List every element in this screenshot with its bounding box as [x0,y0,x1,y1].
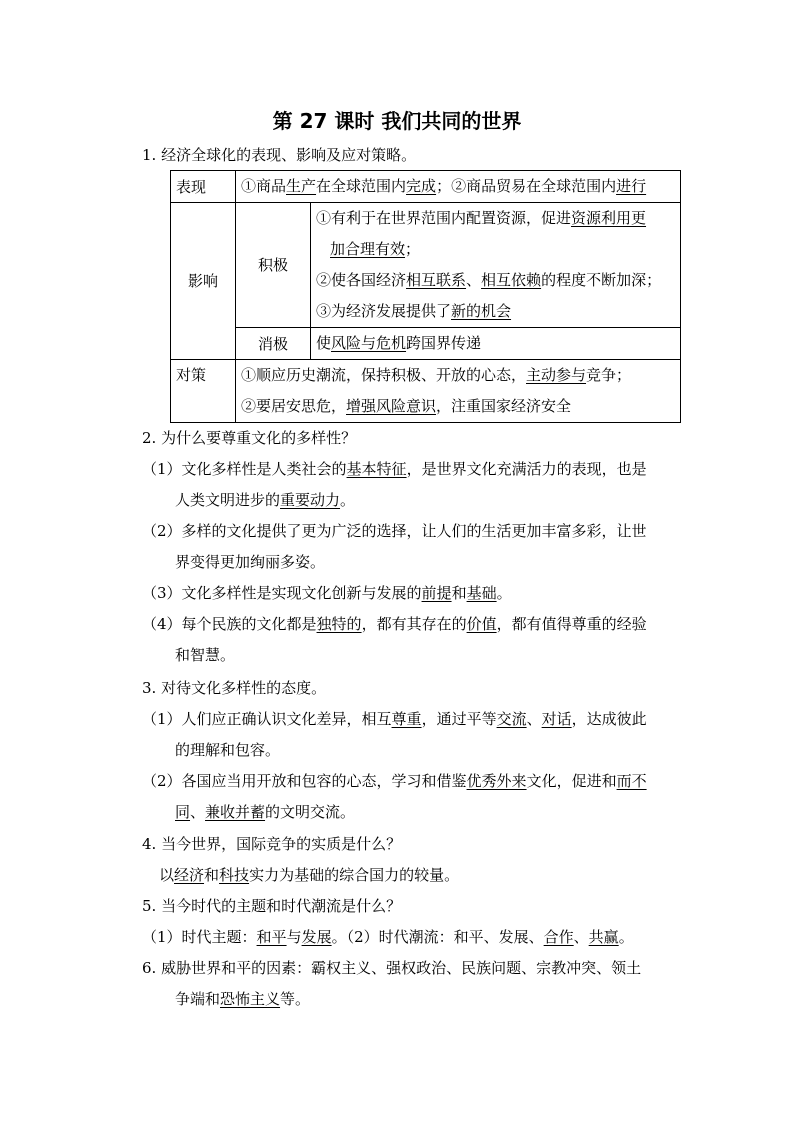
text-segment: 、 [190,803,206,821]
page-title: 第 27 课时 我们共同的世界 [272,109,522,133]
text-segment: 等。 [280,990,311,1008]
sub-label-negative: 消极 [236,328,311,360]
text-segment: 使 [316,334,332,352]
answer-blank: 相互联系 [406,271,467,289]
answer-blank: 生产 [286,177,317,195]
question-1-heading: 1. 经济全球化的表现、影响及应对策略。 [142,146,417,164]
q5-answer [142,927,634,947]
q3-item-1-line-2: 的理解和包容。 [175,741,281,759]
text-segment: 。 [618,928,634,946]
answer-blank: 和平 [256,928,287,946]
text-segment: ①商品 [241,177,287,195]
answer-blank: 发展 [301,928,332,946]
q3-item-1-line-1 [142,709,647,729]
text-segment: 争端和 [175,990,221,1008]
answer-blank: 科技 [219,866,250,884]
answer-blank: 尊重 [391,710,422,728]
question-6-line-2 [175,989,310,1009]
text-segment: ，都有其存在的 [361,615,467,633]
table-row-duice [171,360,681,423]
text-segment: 、 [466,271,482,289]
answer-blank: 相互依赖 [481,271,542,289]
q2-item-1-line-1 [142,459,647,479]
text-segment: 、 [526,710,542,728]
answer-blank: 前提 [421,584,452,602]
answer-blank: 优秀外来 [466,772,527,790]
q4-answer [159,865,459,885]
answer-blank: 进行 [616,177,647,195]
text-segment: ②要居安思危， [241,397,347,415]
duice-content [236,360,681,423]
answer-blank: 资源利用更 [571,209,647,227]
answer-blank: 基础 [466,584,497,602]
answer-blank: 独特的 [316,615,362,633]
q2-item-2-line-2: 界变得更加绚丽多姿。 [175,553,326,571]
q2-item-2-line-1: （2）多样的文化提供了更为广泛的选择，让人们的生活更加丰富多彩，让世 [142,522,647,540]
answer-blank: 主动参与 [526,366,587,384]
text-segment: 。 [496,584,512,602]
text-segment: ；②商品贸易在全球范围内 [436,177,617,195]
answer-blank: 同 [175,803,191,821]
positive-content [311,203,681,328]
text-segment: 和 [451,584,467,602]
answer-blank: 加合理有效 [330,240,406,258]
globalization-table [170,170,681,423]
negative-content [311,328,681,360]
answer-blank: 兼收并蓄 [205,803,266,821]
answer-blank: 新的机会 [451,302,512,320]
text-segment: 、 [573,928,589,946]
answer-blank: 而不 [616,772,647,790]
table-row-yingxiang-negative [171,328,681,360]
row-label-yingxiang: 影响 [171,203,236,360]
biaoxian-content [236,171,681,203]
text-segment: 竞争； [586,366,632,384]
question-5-heading: 5. 当今时代的主题和时代潮流是什么？ [142,897,402,915]
q2-item-4-line-2: 和智慧。 [175,646,236,664]
q2-item-3 [142,583,512,603]
text-segment: 和 [204,866,220,884]
text-segment: （2）各国应当用开放和包容的心态，学习和借鉴 [142,772,467,790]
q3-item-2-line-1 [142,771,647,791]
question-6-line-1: 6. 威胁世界和平的因素：霸权主义、强权政治、民族问题、宗教冲突、领土 [142,959,642,977]
text-segment: （1）人们应正确认识文化差异，相互 [142,710,392,728]
answer-blank: 重要动力 [280,491,341,509]
text-segment: 与 [286,928,302,946]
row-label-duice-cell [171,360,236,423]
table-row-yingxiang-positive [171,203,681,328]
text-segment: ①顺应历史潮流，保持积极、开放的心态， [241,366,527,384]
answer-blank: 价值 [466,615,497,633]
answer-blank: 共赢 [588,928,619,946]
text-segment: 以 [159,866,175,884]
text-segment: 的文明交流。 [265,803,356,821]
answer-blank: 基本特征 [346,460,407,478]
row-label-biaoxian: 表现 [171,171,236,203]
text-segment: ，都有值得尊重的经验 [496,615,647,633]
answer-blank: 合作 [543,928,574,946]
answer-blank: 完成 [406,177,437,195]
text-segment: ，是世界文化充满活力的表现，也是 [406,460,647,478]
answer-blank: 风险与危机 [331,334,407,352]
answer-blank: 经济 [174,866,205,884]
q3-item-2-line-2 [175,802,355,822]
q2-item-4-line-1 [142,614,647,634]
text-segment: ，通过平等 [421,710,497,728]
text-segment: 跨国界传递 [406,334,482,352]
answer-blank: 增强风险意识 [346,397,437,415]
text-segment: 在全球范围内 [316,177,407,195]
text-segment: ，达成彼此 [571,710,647,728]
text-segment: 。 [340,491,356,509]
text-segment: 。（2）时代潮流：和平、发展、 [331,928,544,946]
text-segment: ①有利于在世界范围内配置资源，促进 [316,209,572,227]
text-segment: （1）文化多样性是人类社会的 [142,460,347,478]
text-segment: 人类文明进步的 [175,491,281,509]
question-2-heading: 2. 为什么要尊重文化的多样性？ [142,429,357,447]
text-segment: 文化，促进和 [526,772,617,790]
text-segment: （3）文化多样性是实现文化创新与发展的 [142,584,422,602]
text-segment: ； [405,240,421,258]
text-segment: （1）时代主题： [142,928,257,946]
answer-blank: 恐怖主义 [220,990,281,1008]
question-3-heading: 3. 对待文化多样性的态度。 [142,679,327,697]
row-label-duice: 对策 [176,366,207,384]
text-segment: ，注重国家经济安全 [436,397,572,415]
text-segment: ②使各国经济 [316,271,407,289]
q2-item-1-line-2 [175,490,355,510]
table-row-biaoxian [171,171,681,203]
answer-blank: 对话 [541,710,572,728]
sub-label-positive: 积极 [236,203,311,328]
answer-blank: 交流 [496,710,527,728]
text-segment: 实力为基础的综合国力的较量。 [249,866,460,884]
text-segment: 的程度不断加深； [541,271,662,289]
question-4-heading: 4. 当今世界，国际竞争的实质是什么？ [142,835,402,853]
text-segment: ③为经济发展提供了 [316,302,452,320]
text-segment: （4）每个民族的文化都是 [142,615,317,633]
